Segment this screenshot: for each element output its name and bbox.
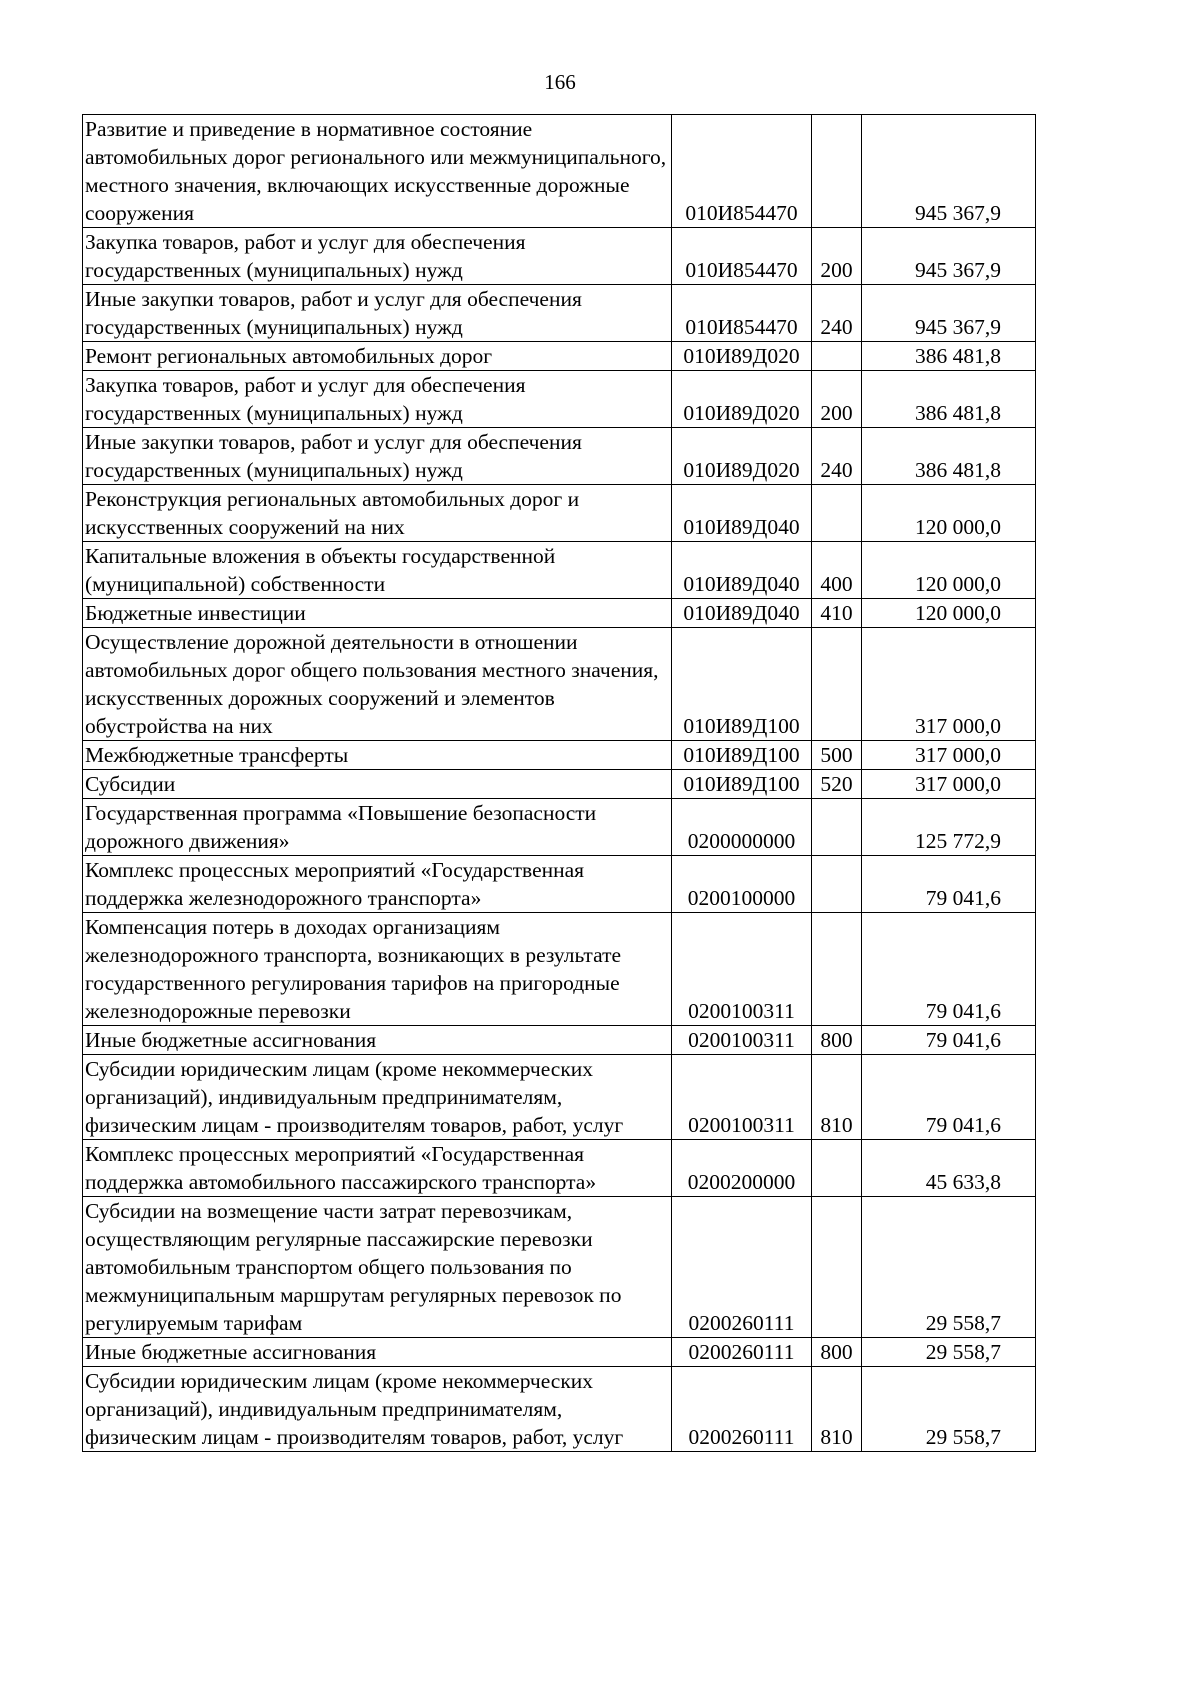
row-type <box>812 1140 862 1197</box>
row-amount: 29 558,7 <box>862 1338 1036 1367</box>
row-amount: 79 041,6 <box>862 1026 1036 1055</box>
row-name: Комплекс процессных мероприятий «Государственная поддержка железнодорожного транспорта» <box>83 856 672 913</box>
row-code: 0200100311 <box>672 1055 812 1140</box>
table-row <box>83 428 1036 485</box>
row-code: 010И854470 <box>672 228 812 285</box>
table-row <box>83 1367 1036 1452</box>
row-code: 010И89Д100 <box>672 770 812 799</box>
row-amount: 29 558,7 <box>862 1367 1036 1452</box>
row-code: 010И89Д040 <box>672 485 812 542</box>
row-code: 010И89Д020 <box>672 371 812 428</box>
table-row <box>83 485 1036 542</box>
row-type <box>812 913 862 1026</box>
table-row <box>83 1140 1036 1197</box>
table-row <box>83 799 1036 856</box>
row-type: 240 <box>812 428 862 485</box>
row-amount: 79 041,6 <box>862 913 1036 1026</box>
row-amount: 125 772,9 <box>862 799 1036 856</box>
row-name: Субсидии юридическим лицам (кроме некоммерческих организаций), индивидуальным предпринимателям, физическим лицам - производителям товаров, работ, услуг <box>83 1055 672 1140</box>
row-amount: 45 633,8 <box>862 1140 1036 1197</box>
row-code: 010И89Д100 <box>672 741 812 770</box>
row-name: Субсидии на возмещение части затрат перевозчикам, осуществляющим регулярные пассажирские перевозки автомобильным транспортом общего пользования по межмуниципальным маршрутам регулярных перевозок по регулируемым тарифам <box>83 1197 672 1338</box>
row-amount: 317 000,0 <box>862 770 1036 799</box>
row-type <box>812 1197 862 1338</box>
table-row <box>83 628 1036 741</box>
table-row <box>83 741 1036 770</box>
table-row <box>83 1055 1036 1140</box>
table-row <box>83 542 1036 599</box>
row-code: 0200260111 <box>672 1367 812 1452</box>
row-amount: 79 041,6 <box>862 856 1036 913</box>
row-type <box>812 856 862 913</box>
table-row <box>83 856 1036 913</box>
row-code: 0200100000 <box>672 856 812 913</box>
row-amount: 79 041,6 <box>862 1055 1036 1140</box>
row-amount: 120 000,0 <box>862 542 1036 599</box>
row-amount: 29 558,7 <box>862 1197 1036 1338</box>
row-amount: 120 000,0 <box>862 485 1036 542</box>
row-type: 520 <box>812 770 862 799</box>
row-type: 810 <box>812 1055 862 1140</box>
row-type <box>812 115 862 228</box>
row-type: 240 <box>812 285 862 342</box>
row-code: 0200260111 <box>672 1197 812 1338</box>
table-row <box>83 1026 1036 1055</box>
table-body <box>83 115 1036 1452</box>
row-type: 800 <box>812 1338 862 1367</box>
row-code: 0200200000 <box>672 1140 812 1197</box>
row-name: Субсидии юридическим лицам (кроме некоммерческих организаций), индивидуальным предпринимателям, физическим лицам - производителям товаров, работ, услуг <box>83 1367 672 1452</box>
table-row <box>83 371 1036 428</box>
row-name: Компенсация потерь в доходах организациям железнодорожного транспорта, возникающих в результате государственного регулирования тарифов на пригородные железнодорожные перевозки <box>83 913 672 1026</box>
row-code: 0200000000 <box>672 799 812 856</box>
table-row <box>83 913 1036 1026</box>
row-amount: 386 481,8 <box>862 342 1036 371</box>
row-amount: 945 367,9 <box>862 115 1036 228</box>
row-type: 200 <box>812 371 862 428</box>
table-row <box>83 770 1036 799</box>
row-code: 010И854470 <box>672 115 812 228</box>
row-amount: 945 367,9 <box>862 228 1036 285</box>
row-name: Бюджетные инвестиции <box>83 599 672 628</box>
row-name: Капитальные вложения в объекты государственной (муниципальной) собственности <box>83 542 672 599</box>
row-type: 200 <box>812 228 862 285</box>
row-amount: 386 481,8 <box>862 371 1036 428</box>
row-name: Развитие и приведение в нормативное состояние автомобильных дорог регионального или межмуниципального, местного значения, включающих искусственные дорожные сооружения <box>83 115 672 228</box>
row-type: 400 <box>812 542 862 599</box>
row-amount: 317 000,0 <box>862 628 1036 741</box>
row-name: Иные закупки товаров, работ и услуг для обеспечения государственных (муниципальных) нужд <box>83 428 672 485</box>
row-name: Осуществление дорожной деятельности в отношении автомобильных дорог общего пользования местного значения, искусственных дорожных сооружений и элементов обустройства на них <box>83 628 672 741</box>
row-code: 0200100311 <box>672 1026 812 1055</box>
row-amount: 120 000,0 <box>862 599 1036 628</box>
row-name: Ремонт региональных автомобильных дорог <box>83 342 672 371</box>
page-number: 166 <box>544 70 576 94</box>
table-row <box>83 228 1036 285</box>
row-code: 010И89Д020 <box>672 428 812 485</box>
row-name: Субсидии <box>83 770 672 799</box>
table-row <box>83 599 1036 628</box>
row-code: 010И89Д100 <box>672 628 812 741</box>
table-row <box>83 1338 1036 1367</box>
row-name: Иные бюджетные ассигнования <box>83 1338 672 1367</box>
row-name: Закупка товаров, работ и услуг для обеспечения государственных (муниципальных) нужд <box>83 371 672 428</box>
row-code: 0200260111 <box>672 1338 812 1367</box>
row-type: 800 <box>812 1026 862 1055</box>
row-amount: 945 367,9 <box>862 285 1036 342</box>
row-code: 0200100311 <box>672 913 812 1026</box>
row-code: 010И854470 <box>672 285 812 342</box>
row-name: Иные бюджетные ассигнования <box>83 1026 672 1055</box>
row-name: Комплекс процессных мероприятий «Государственная поддержка автомобильного пассажирского транспорта» <box>83 1140 672 1197</box>
row-code: 010И89Д020 <box>672 342 812 371</box>
row-amount: 317 000,0 <box>862 741 1036 770</box>
row-name: Государственная программа «Повышение безопасности дорожного движения» <box>83 799 672 856</box>
row-name: Закупка товаров, работ и услуг для обеспечения государственных (муниципальных) нужд <box>83 228 672 285</box>
row-type: 500 <box>812 741 862 770</box>
table-row <box>83 342 1036 371</box>
row-amount: 386 481,8 <box>862 428 1036 485</box>
budget-table <box>82 114 1036 1452</box>
row-type <box>812 342 862 371</box>
row-type: 810 <box>812 1367 862 1452</box>
row-name: Реконструкция региональных автомобильных дорог и искусственных сооружений на них <box>83 485 672 542</box>
row-type <box>812 799 862 856</box>
row-name: Иные закупки товаров, работ и услуг для обеспечения государственных (муниципальных) нужд <box>83 285 672 342</box>
table-row <box>83 285 1036 342</box>
row-type: 410 <box>812 599 862 628</box>
table-row <box>83 1197 1036 1338</box>
table-row <box>83 115 1036 228</box>
row-name: Межбюджетные трансферты <box>83 741 672 770</box>
row-code: 010И89Д040 <box>672 599 812 628</box>
row-code: 010И89Д040 <box>672 542 812 599</box>
row-type <box>812 628 862 741</box>
row-type <box>812 485 862 542</box>
